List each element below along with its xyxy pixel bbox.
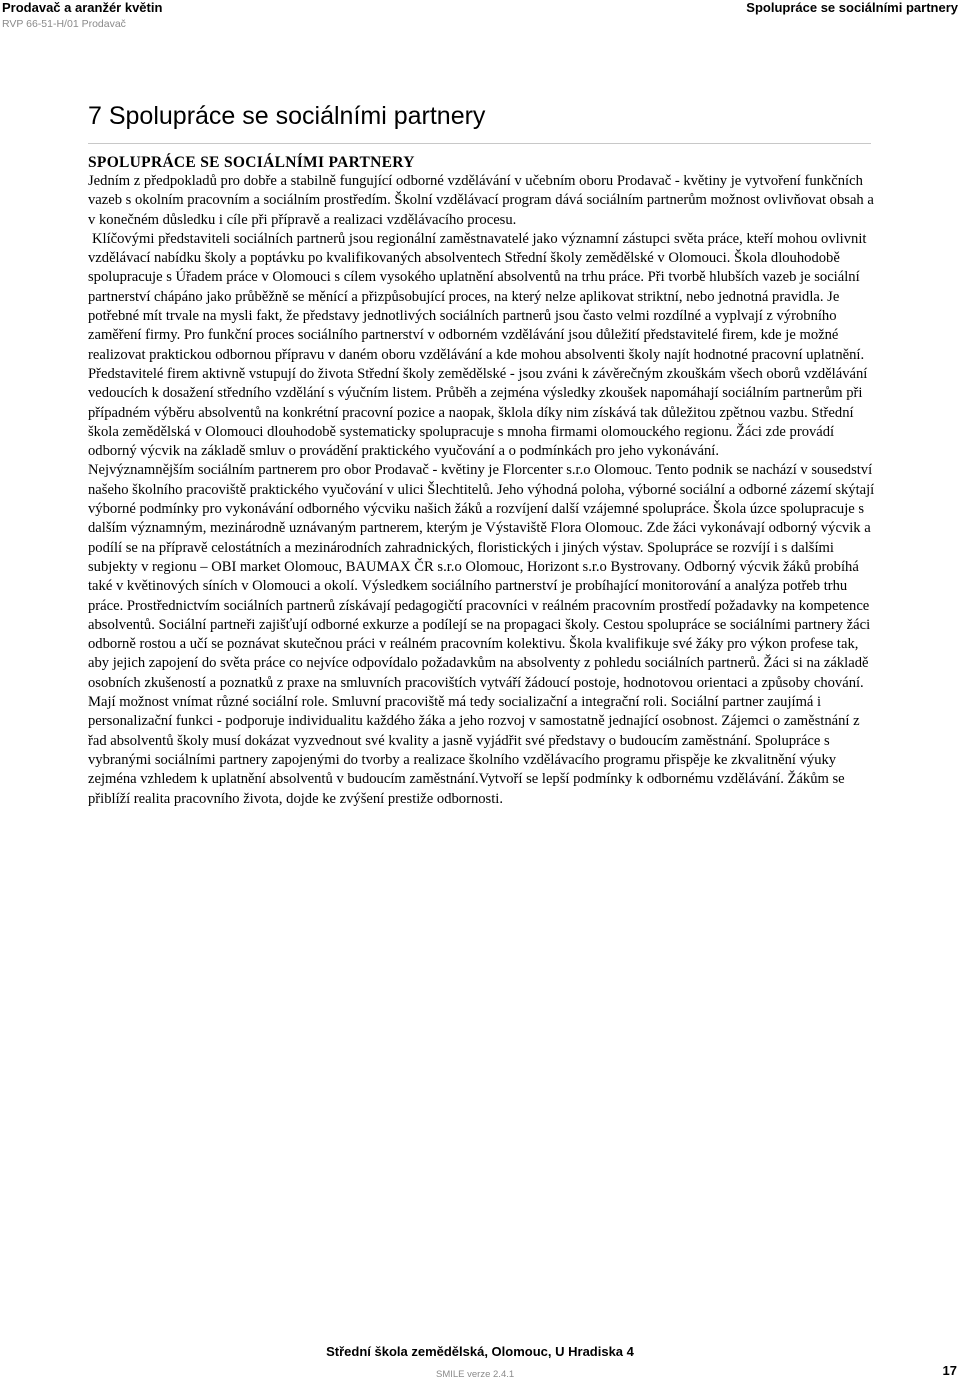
page-number: 17 — [942, 1363, 957, 1378]
footer-version: SMILE verze 2.4.1 — [436, 1369, 515, 1380]
section-running-title: Spolupráce se sociálními partnery — [746, 0, 958, 15]
paragraph-key-partners: Klíčovými představiteli sociálních partnerů jsou regionální zaměstnavatelé jako významní zástupci světa práce, kteří mohou ovlivnit vzdělávací nabídku školy a poptávku po kvalifikovaných absolventech Střední školy zemědělské v Olomouci. Škola dlouhodobě spolupracuje s Úřadem práce v Olomouci s cílem vysokého uplatnění absolventů na trhu práce. Při tvorbě hlubších vazeb je sociální partnerství chápáno jako průběžně se měnící a přizpůsobující proces, na který nelze aplikovat striktní, nebo jednotná pravidla. Je potřebné mít trvale na mysli fakt, že představy jednotlivých sociálních partnerů jsou často velmi rozdílné a vyplvají z výrobního zaměření firmy. Pro funkční proces sociálního partnerství v odborném vzdělávání jsou důležití představitelé firem, kde je možné realizovat praktickou odbornou přípravu v daném oboru vzdělávání a kde mohou absolventi školy najít hodnotné pracovní uplatnění. Představitelé firem aktivně vstupují do života Střední školy zemědělské - jsou zváni k závěrečným zkouškám všech oborů vzdělávání vedoucích k dosažení středního vzdělání s výučním listem. Průběh a zejména výsledky zkoušek napomáhají sociálním partnerům při případném výběru absolventů na konkrétní pracovní pozice a naopak, šklola díky nim získává tak důležitou zpětnou vazbu. Střední škola zemědělská v Olomouci dlouhodobě systematicky spolupracuje s mnoha firmami olomouckého regionu. Žáci zde provádí odborný výcvik na základě smluv o provádění praktického vyučování a o podmínkách pro jeho vykonávání. — [88, 230, 868, 460]
chapter-title: 7 Spolupráce se sociálními partnery — [88, 102, 486, 130]
document-code: RVP 66-51-H/01 Prodavač — [2, 18, 126, 30]
paragraph-intro: Jedním z předpokladů pro dobře a stabilně fungující odborné vzdělávání v učebním oboru Prodavač - květiny je vytvoření funkčních vazeb s okolním pracovním a sociálním prostředím. Školní vzdělávací program dává sociálním partnerům možnost ovlivňovat obsah a v konečném důsledku i cíle při přípravě a realizaci vzdělávacího procesu. — [88, 173, 874, 228]
section-body — [88, 153, 878, 809]
section-heading: SPOLUPRÁCE SE SOCIÁLNÍMI PARTNERY — [88, 154, 415, 171]
title-divider — [88, 143, 871, 144]
footer-school-address: Střední škola zemědělská, Olomouc, U Hradiska 4 — [326, 1344, 634, 1359]
page-header-left — [2, 0, 162, 31]
document-title: Prodavač a aranžér květin — [2, 0, 163, 15]
paragraph-main-partner: Nejvýznamnějším sociálním partnerem pro obor Prodavač - květiny je Florcenter s.r.o Olomouc. Tento podnik se nachází v sousedství našeho školního pracoviště praktického vyučování v ulici Šlechtitelů. Jeho výhodná poloha, výborné sociální a odborné zázemí skýtají výborné podmínky pro vykonávání odborného výcviku našich žáků a rozvíjení další vzájemné spolupráce. Škola úzce spolupracuje s dalším významným, mezinárodně uznávaným partnerem, kterým je Výstaviště Flora Olomouc. Zde žáci vykonávají odborný výcvik a podílí se na přípravě celostátních a mezinárodních zahradnických, floristických i jiných výstav. Spolupráce se rozvíjí i s dalšími subjekty v regionu – OBI market Olomouc, BAUMAX ČR s.r.o Olomouc, Horizont s.r.o Bystrovany. Odborný výcvik žáků probíhá také v květinových síních v Olomouci a okolí. Výsledkem sociálního partnerství je probíhající monitorování a analýza potřeb trhu práce. Prostřednictvím sociálních partnerů získávají pedagogičtí pracovníci v reálném pracovním prostředí požadavky na kompetence absolventů. Sociální partneři zajišťují odborné exkurze a podílejí se na propagaci školy. Cestou spolupráce se sociálními partnery žáci odborně rostou a učí se poznávat skutečnou práci v reálném pracovním kolektivu. Škola kvalifikuje své žáky pro výkon profese tak, aby jejich zapojení do světa práce co nejvíce odpovídalo požadavkům na absolventy z pohledu sociálních partnerů. Žáci si na základě osobních zkušeností a poznatků z praxe na smluvních pracovištích vytváří žádoucí postoje, hodnotovou orientaci a způsoby chování. Mají možnost vnímat různé sociální role. Smluvní pracoviště má tedy socializační a integrační roli. Sociální partner zaujímá i personalizační funkci - podporuje individualitu každého žáka a jeho rozvoj v samostatně jednající osobnost. Zájemci o zaměstnání z řad absolventů školy musí dokázat vyzvednout své kvality a jasně vyjádřit své představy o budoucím zaměstnání. Spolupráce s vybranými sociálními partnery zapojenými do tvorby a realizace školního vzdělávacího programu přispěje ke zkvalitnění výuky zejména vzhledem k uplatnění absolventů v budoucím zaměstnání.Vytvoří se lepší podmínky k odbornému vzdělávání. Žákům se přiblíží realita pracovního života, dojde ke zvýšení prestiže odbornosti. — [88, 462, 875, 807]
